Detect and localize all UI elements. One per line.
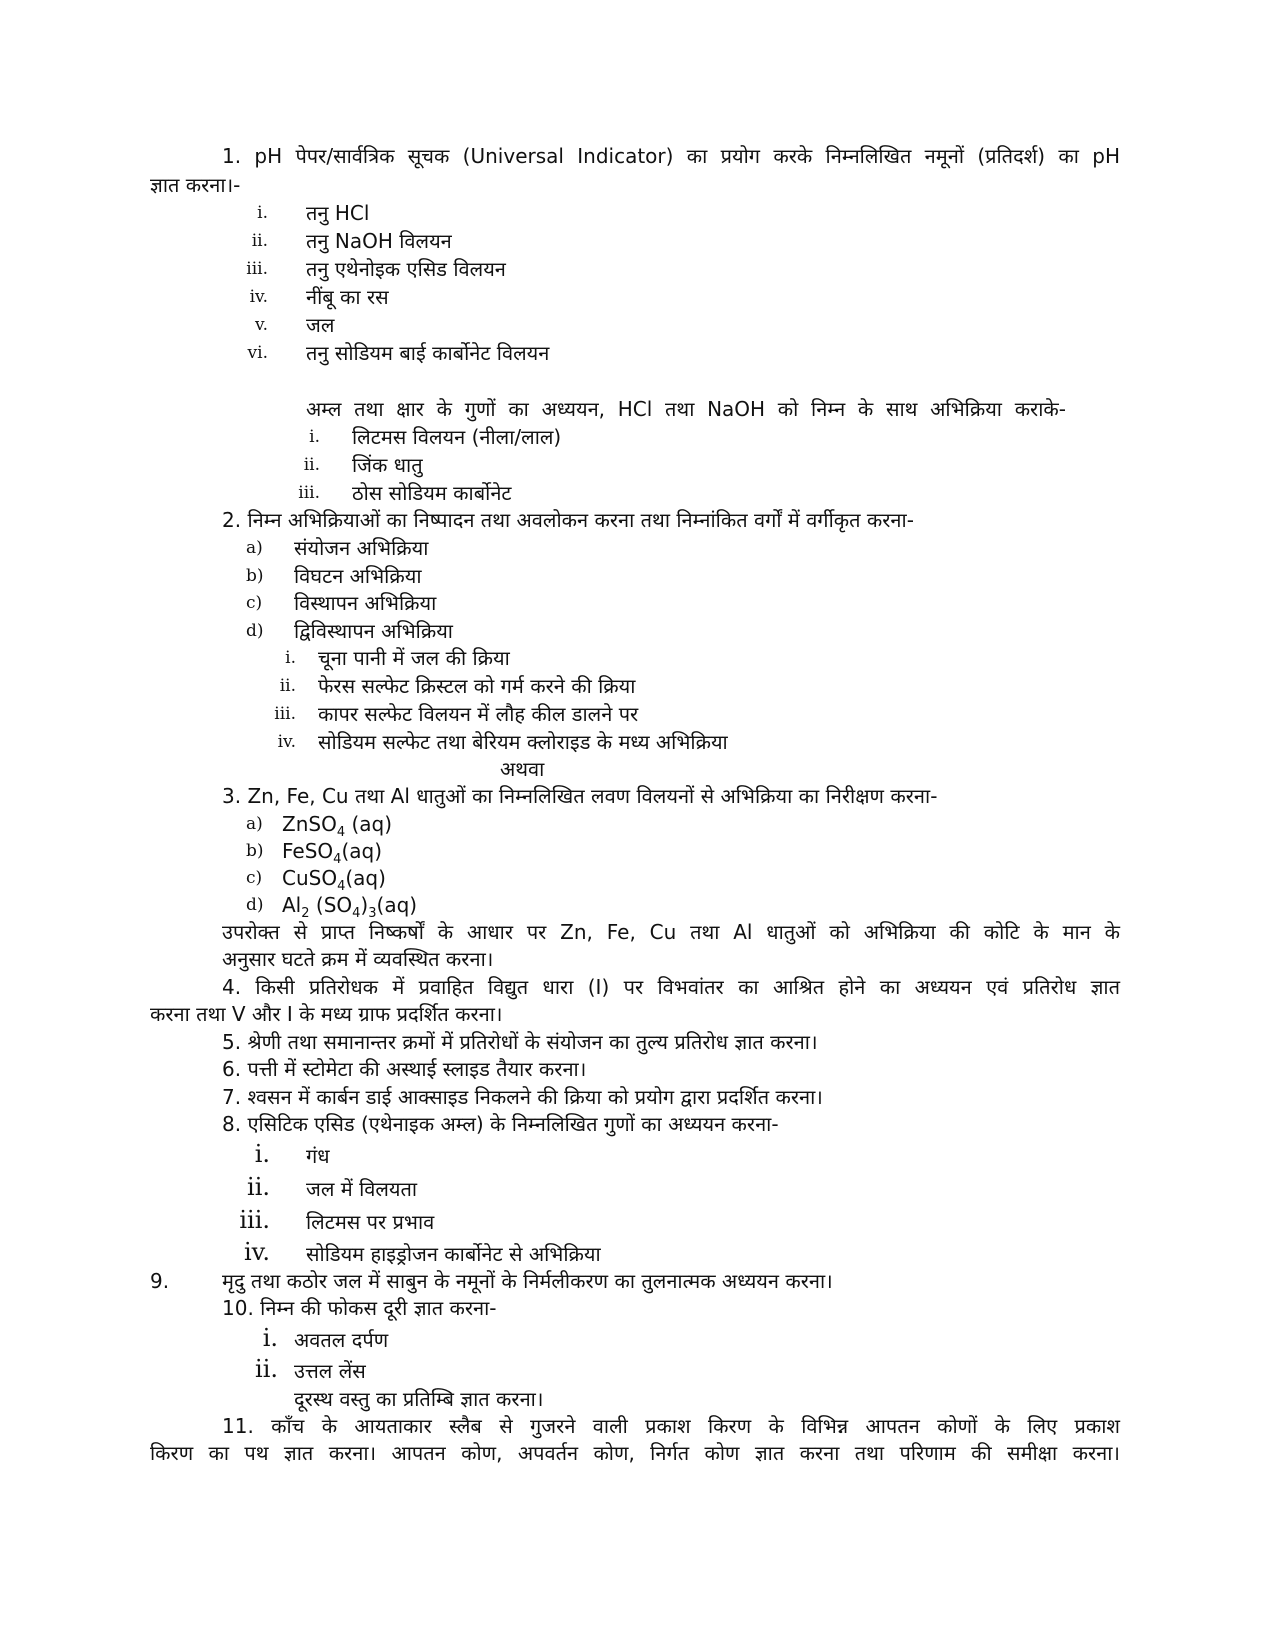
item-3-conclusion-line-1: उपरोक्त से प्राप्त निष्कर्षों के आधार पर Zn, Fe, Cu तथा Al धातुओं को अभिक्रिया की कोटि के मान के xyxy=(222,920,1120,944)
salt-formula: ZnSO$_4$ (aq) xyxy=(282,812,393,840)
salt-formula: CuSO$_4$(aq) xyxy=(282,866,386,894)
list-marker: i. xyxy=(257,203,268,223)
list-marker: i. xyxy=(262,1324,278,1352)
item-2-line: 2. निम्न अभिक्रियाओं का निष्पादन तथा अवलोकन करना तथा निम्नांकित वर्गों में वर्गीकृत करना- xyxy=(222,508,914,532)
list-item: सोडियम सल्फेट तथा बेरियम क्लोराइड के मध्य अभिक्रिया xyxy=(318,730,728,754)
list-item: उत्तल लेंस xyxy=(294,1359,366,1383)
list-item: लिटमस पर प्रभाव xyxy=(306,1210,435,1234)
list-marker: ii. xyxy=(279,676,296,696)
list-item: लिटमस विलयन (नीला/लाल) xyxy=(352,425,562,449)
list-item: संयोजन अभिक्रिया xyxy=(294,536,429,560)
list-marker: a) xyxy=(246,538,263,558)
list-item: नींबू का रस xyxy=(306,285,389,309)
list-marker: c) xyxy=(246,593,263,613)
list-item: विस्थापन अभिक्रिया xyxy=(294,591,437,615)
item-9-number: 9. xyxy=(150,1269,170,1293)
or-label: अथवा xyxy=(500,757,545,781)
list-item: तनु NaOH विलयन xyxy=(306,229,452,253)
list-marker: iv. xyxy=(243,1238,270,1266)
list-item: जल में विलयता xyxy=(306,1177,418,1201)
list-item: तनु सोडियम बाई कार्बोनेट विलयन xyxy=(306,341,550,365)
list-marker: c) xyxy=(246,868,263,888)
list-item: ठोस सोडियम कार्बोनेट xyxy=(352,481,512,505)
list-item: द्विविस्थापन अभिक्रिया xyxy=(294,619,453,643)
item-8-line: 8. एसिटिक एसिड (एथेनाइक अम्ल) के निम्नलिखित गुणों का अध्ययन करना- xyxy=(222,1112,779,1136)
list-item: फेरस सल्फेट क्रिस्टल को गर्म करने की क्रिया xyxy=(318,674,636,698)
list-marker: i. xyxy=(254,1140,270,1168)
list-item: विघटन अभिक्रिया xyxy=(294,564,422,588)
list-marker: d) xyxy=(246,621,264,641)
list-marker: ii. xyxy=(255,1355,278,1383)
list-marker: ii. xyxy=(247,1173,270,1201)
list-marker: iii. xyxy=(298,483,320,503)
item-1-line-1: 1. pH पेपर/सार्वत्रिक सूचक (Universal Indicator) का प्रयोग करके निम्नलिखित नमूनों (प्रतिदर्श) का pH xyxy=(222,144,1120,168)
list-item: तनु HCl xyxy=(306,201,370,225)
list-marker: i. xyxy=(309,427,320,447)
list-item: जल xyxy=(306,313,335,337)
item-3-line: 3. Zn, Fe, Cu तथा Al धातुओं का निम्नलिखित लवण विलयनों से अभिक्रिया का निरीक्षण करना- xyxy=(222,784,938,808)
item-4-line-1: 4. किसी प्रतिरोधक में प्रवाहित विद्युत धारा (I) पर विभवांतर का आश्रित होने का अध्ययन एवं प्रतिरोध ज्ञात xyxy=(222,975,1120,999)
list-marker: ii. xyxy=(303,455,320,475)
list-marker: b) xyxy=(246,841,264,861)
list-item: सोडियम हाइड्रोजन कार्बोनेट से अभिक्रिया xyxy=(306,1242,601,1266)
list-marker: v. xyxy=(255,315,268,335)
item-6-line: 6. पत्ती में स्टोमेटा की अस्थाई स्लाइड तैयार करना। xyxy=(222,1057,587,1081)
list-marker: b) xyxy=(246,566,264,586)
item-5-line: 5. श्रेणी तथा समानान्तर क्रमों में प्रतिरोधों के संयोजन का तुल्य प्रतिरोध ज्ञात करना। xyxy=(222,1030,818,1054)
list-item: अवतल दर्पण xyxy=(294,1328,389,1352)
item-3-conclusion-line-2: अनुसार घटते क्रम में व्यवस्थित करना। xyxy=(222,947,494,971)
list-item: तनु एथेनोइक एसिड विलयन xyxy=(306,257,506,281)
list-marker: a) xyxy=(246,814,263,834)
item-9-line: मृदु तथा कठोर जल में साबुन के नमूनों के निर्मलीकरण का तुलनात्मक अध्ययन करना। xyxy=(222,1269,833,1293)
item-1-line-2: ज्ञात करना।- xyxy=(150,173,241,197)
list-marker: iv. xyxy=(277,732,296,752)
item-11-line-1: 11. काँच के आयताकार स्लैब से गुजरने वाली प्रकाश किरण के विभिन्न आपतन कोणों के लिए प्रकाश xyxy=(222,1414,1120,1438)
item-10-line: 10. निम्न की फोकस दूरी ज्ञात करना- xyxy=(222,1296,497,1320)
list-item: चूना पानी में जल की क्रिया xyxy=(318,646,510,670)
list-item: गंध xyxy=(306,1144,330,1168)
list-item: कापर सल्फेट विलयन में लौह कील डालने पर xyxy=(318,702,639,726)
item-7-line: 7. श्वसन में कार्बन डाई आक्साइड निकलने की क्रिया को प्रयोग द्वारा प्रदर्शित करना। xyxy=(222,1085,823,1109)
list-marker: vi. xyxy=(247,343,268,363)
list-marker: iii. xyxy=(246,259,268,279)
list-marker: d) xyxy=(246,895,264,915)
salt-formula: FeSO$_4$(aq) xyxy=(282,839,382,867)
acid-base-study-line: अम्ल तथा क्षार के गुणों का अध्ययन, HCl तथा NaOH को निम्न के साथ अभिक्रिया कराके- xyxy=(306,397,1066,421)
list-marker: iv. xyxy=(249,287,268,307)
item-4-line-2: करना तथा V और I के मध्य ग्राफ प्रदर्शित करना। xyxy=(150,1002,503,1026)
list-marker: iii. xyxy=(274,704,296,724)
image-finding-line: दूरस्थ वस्तु का प्रतिम्बि ज्ञात करना। xyxy=(294,1387,544,1411)
item-11-line-2: किरण का पथ ज्ञात करना। आपतन कोण, अपवर्तन कोण, निर्गत कोण ज्ञात करना तथा परिणाम की समीक्षा करना। xyxy=(150,1441,1120,1465)
list-marker: iii. xyxy=(239,1206,270,1234)
list-marker: i. xyxy=(285,648,296,668)
salt-formula: $Al_2$ $(SO_4)_3(aq)$ xyxy=(282,893,418,921)
list-marker: ii. xyxy=(251,231,268,251)
list-item: जिंक धातु xyxy=(352,453,423,477)
